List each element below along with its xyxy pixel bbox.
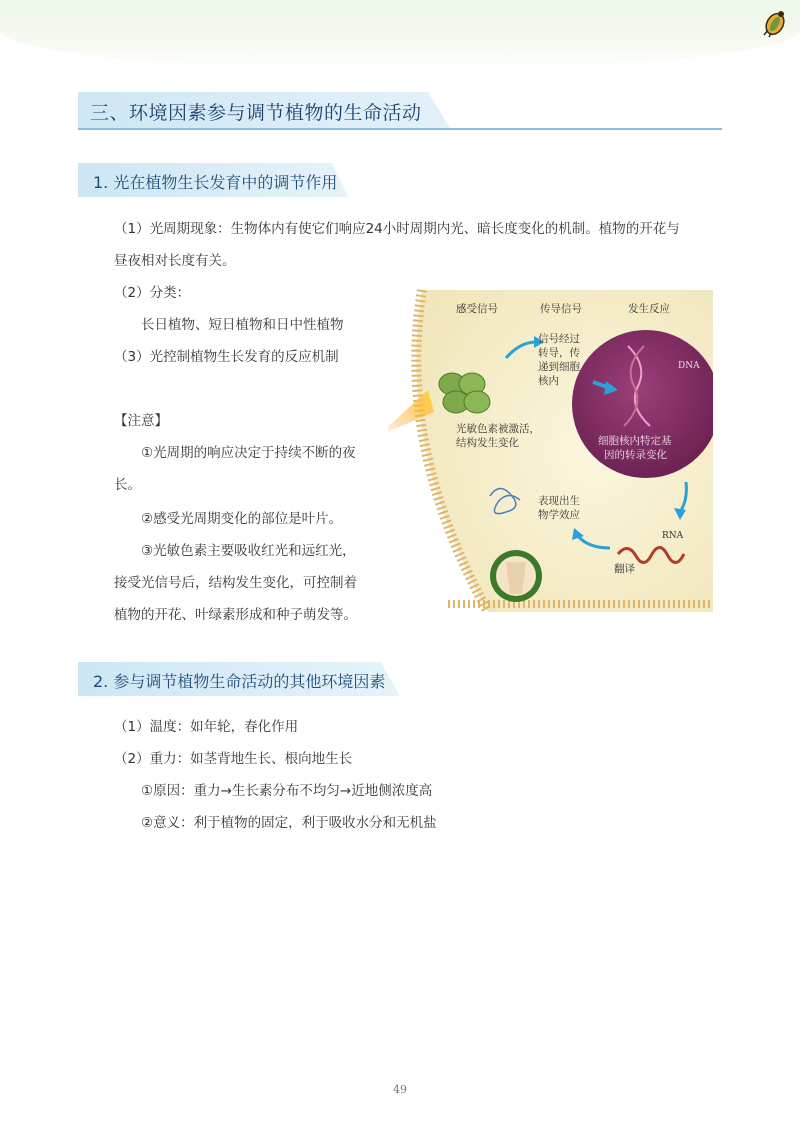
- signal-line1: 信号经过: [538, 333, 580, 345]
- activated-line1: 光敏色素被激活，: [456, 423, 540, 435]
- phytochrome-mechanism-figure: [388, 286, 713, 612]
- activated-line2: 结构发生变化: [456, 437, 519, 449]
- header-band: [0, 0, 800, 70]
- factor-gravity: （2）重力：如茎背地生长、根向地生长: [114, 751, 353, 767]
- note-2: ②感受光周期变化的部位是叶片。: [141, 511, 343, 527]
- signal-line4: 核内: [538, 375, 559, 387]
- page-number: 49: [393, 1083, 407, 1096]
- subheading-1: 1. 光在植物生长发育中的调节作用: [93, 173, 338, 192]
- note-3: ③光敏色素主要吸收红光和远红光，: [141, 543, 356, 559]
- dna-label: DNA: [678, 361, 700, 371]
- channel-protein: [490, 550, 542, 602]
- signal-line3: 递到细胞: [538, 361, 580, 373]
- classification-detail: 长日植物、短日植物和日中性植物: [141, 317, 344, 333]
- rna-label: RNA: [662, 531, 684, 541]
- subheading-bar-2: [78, 662, 400, 696]
- effect-line1: 表现出生: [538, 495, 580, 507]
- effect-line2: 物学效应: [538, 509, 580, 521]
- subheading-bar-1: [78, 163, 348, 197]
- translate-label: 翻译: [614, 563, 635, 575]
- paragraph-classification: （2）分类：: [114, 285, 191, 301]
- paragraph-mechanism: （3）光控制植物生长发育的反应机制: [114, 349, 339, 365]
- note-3-cont: 接受光信号后，结构发生变化，可控制着: [114, 575, 357, 591]
- header-response: 发生反应: [628, 303, 670, 315]
- note-heading: 【注意】: [114, 413, 168, 429]
- subheading-2: 2. 参与调节植物生命活动的其他环境因素: [93, 672, 386, 691]
- heading-underline: [78, 128, 722, 130]
- bug-icon: [762, 8, 788, 38]
- note-3-cont2: 植物的开花、叶绿素形成和种子萌发等。: [114, 607, 357, 623]
- section-heading-bar: [78, 92, 722, 130]
- paragraph-photoperiod: （1）光周期现象：生物体内有使它们响应24小时周期内光、暗长度变化的机制。植物的开花与: [114, 221, 680, 237]
- gravity-cause: ①原因：重力→生长素分布不均匀→近地侧浓度高: [141, 783, 433, 799]
- header-transmit: 传导信号: [540, 303, 582, 315]
- note-1-cont: 长。: [114, 477, 141, 493]
- paragraph-photoperiod-cont: 昼夜相对长度有关。: [114, 253, 236, 269]
- note-1: ①光周期的响应决定于持续不断的夜: [141, 445, 356, 461]
- gravity-significance: ②意义：利于植物的固定，利于吸收水分和无机盐: [141, 815, 437, 831]
- nucleus-line2: 因的转录变化: [604, 449, 667, 461]
- signal-line2: 转导，传: [538, 347, 580, 359]
- section-title: 三、环境因素参与调节植物的生命活动: [90, 102, 422, 124]
- factor-temperature: （1）温度：如年轮，春化作用: [114, 719, 299, 735]
- nucleus-line1: 细胞核内特定基: [598, 435, 672, 447]
- phytochrome-cluster: [439, 373, 490, 413]
- header-receive: 感受信号: [456, 303, 498, 315]
